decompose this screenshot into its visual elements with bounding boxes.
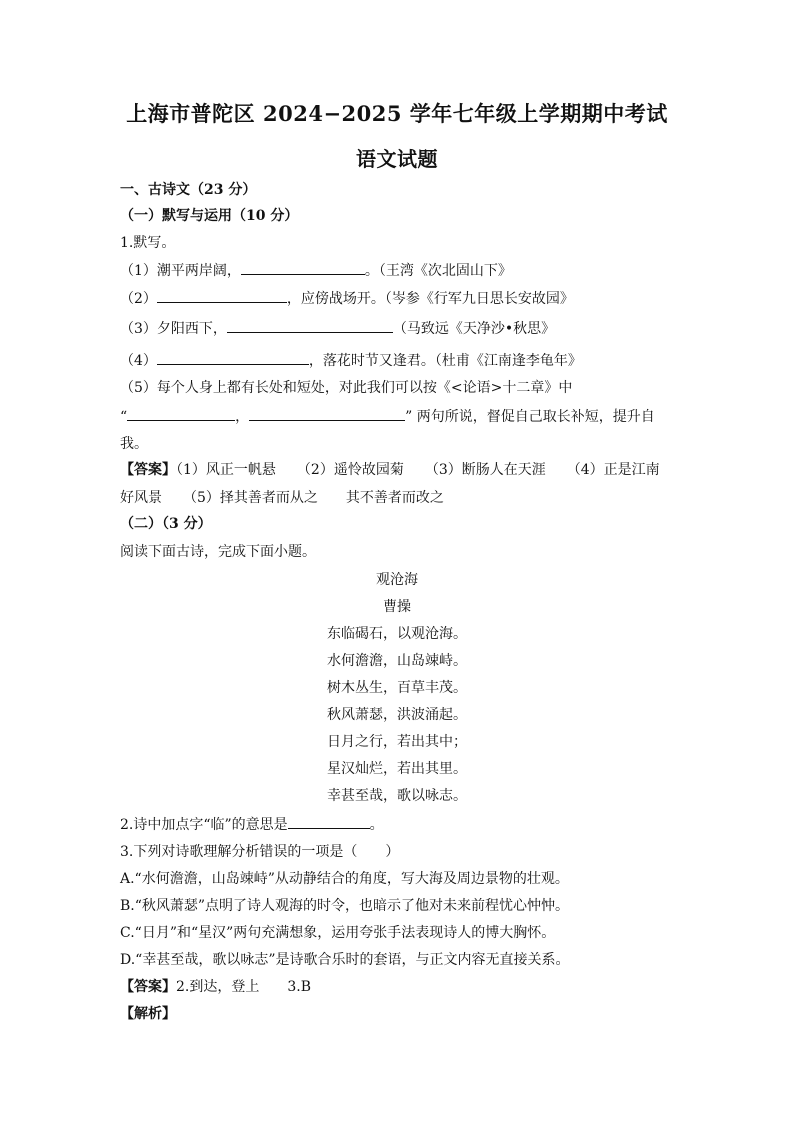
q1-5-suffix: ” 两句所说，督促自己取长补短，提升自 (405, 409, 655, 425)
option-a: A.“水何澹澹，山岛竦峙”从动静结合的角度，写大海及周边景物的壮观。 (120, 871, 569, 887)
q2-suffix: 。 (369, 817, 384, 833)
poem-line: 日月之行，若出其中； (327, 734, 467, 750)
answer-blank (127, 406, 235, 421)
option-c: C.“日月”和“星汉”两句充满想象，运用夸张手法表现诗人的博大胸怀。 (120, 925, 556, 941)
analysis-tag: 【解析】 (120, 1006, 176, 1022)
q2-prefix: 2.诗中加点字“临”的意思是 (120, 817, 288, 833)
question-1-2 (120, 288, 574, 309)
question-1-1 (120, 260, 512, 281)
option-b: B.“秋风萧瑟”点明了诗人观海的时令，也暗示了他对未来前程忧心忡忡。 (120, 898, 570, 914)
poem-line: 星汉灿烂，若出其里。 (327, 761, 467, 777)
answer-blank (227, 318, 393, 333)
answer-blank (249, 406, 405, 421)
q1-2-prefix: （2） (120, 291, 157, 307)
question-1-5-line2 (120, 406, 655, 427)
question-1-5-line3: 我。 (120, 436, 148, 452)
question-3: 3.下列对诗歌理解分析错误的一项是（ ） (120, 844, 400, 860)
answer-1-text: （1）风正一帆悬 （2）遥怜故园菊 （3）断肠人在天涯 （4）正是江南 (176, 462, 660, 478)
q1-5-quote-open: “ (120, 409, 128, 425)
q1-1-prefix: （1）潮平两岸阔， (120, 263, 241, 279)
answer-tag: 【答案】 (120, 979, 176, 995)
answer-blank (157, 288, 287, 303)
question-2 (120, 814, 384, 835)
document-subtitle: 语文试题 (356, 147, 438, 171)
poem-author: 曹操 (383, 599, 411, 615)
question-1-3 (120, 318, 555, 339)
part1-heading: （一）默写与运用（10 分） (120, 208, 299, 224)
q1-4-suffix: ，落花时节又逢君。（杜甫《江南逢李龟年》 (308, 353, 582, 369)
q1-4-prefix: （4） (120, 353, 157, 369)
poem-line: 树木丛生，百草丰茂。 (327, 680, 467, 696)
q1-1-suffix: 。（王湾《次北固山下》 (364, 263, 512, 279)
answer-2-text: 2.到达，登上 3.B (176, 979, 312, 995)
answer-tag: 【答案】 (120, 462, 176, 478)
poem-line: 东临碣石，以观沧海。 (327, 626, 467, 642)
document-title: 上海市普陀区 2024−2025 学年七年级上学期期中考试 (126, 101, 668, 126)
answer-1-line1 (120, 460, 660, 480)
question-1-4 (120, 350, 582, 371)
poem-title: 观沧海 (376, 572, 418, 588)
option-d: D.“幸甚至哉，歌以咏志”是诗歌合乐时的套语，与正文内容无直接关系。 (120, 952, 570, 968)
answer-blank (241, 260, 365, 275)
question-1-label: 1.默写。 (120, 235, 176, 251)
answer-2 (120, 977, 311, 997)
part2-heading: （二）（3 分） (120, 516, 212, 532)
section-heading: 一、古诗文（23 分） (120, 182, 257, 198)
poem-line: 秋风萧瑟，洪波涌起。 (327, 707, 467, 723)
poem-line: 幸甚至哉，歌以咏志。 (327, 788, 467, 804)
q1-5-comma: ， (235, 409, 250, 425)
answer-blank (288, 814, 370, 829)
part2-instruction: 阅读下面古诗，完成下面小题。 (120, 544, 316, 560)
poem-line: 水何澹澹，山岛竦峙。 (327, 653, 467, 669)
answer-blank (157, 350, 309, 365)
answer-1-line2: 好风景 （5）择其善者而从之 其不善者而改之 (120, 490, 444, 506)
q1-3-prefix: （3）夕阳西下， (120, 321, 227, 337)
q1-2-suffix: ，应傍战场开。（岑参《行军九日思长安故园》 (286, 291, 574, 307)
q1-3-suffix: （马致远《天净沙•秋思》 (392, 321, 556, 337)
question-1-5-line1: （5）每个人身上都有长处和短处，对此我们可以按《<论语>十二章》中 (120, 380, 573, 396)
